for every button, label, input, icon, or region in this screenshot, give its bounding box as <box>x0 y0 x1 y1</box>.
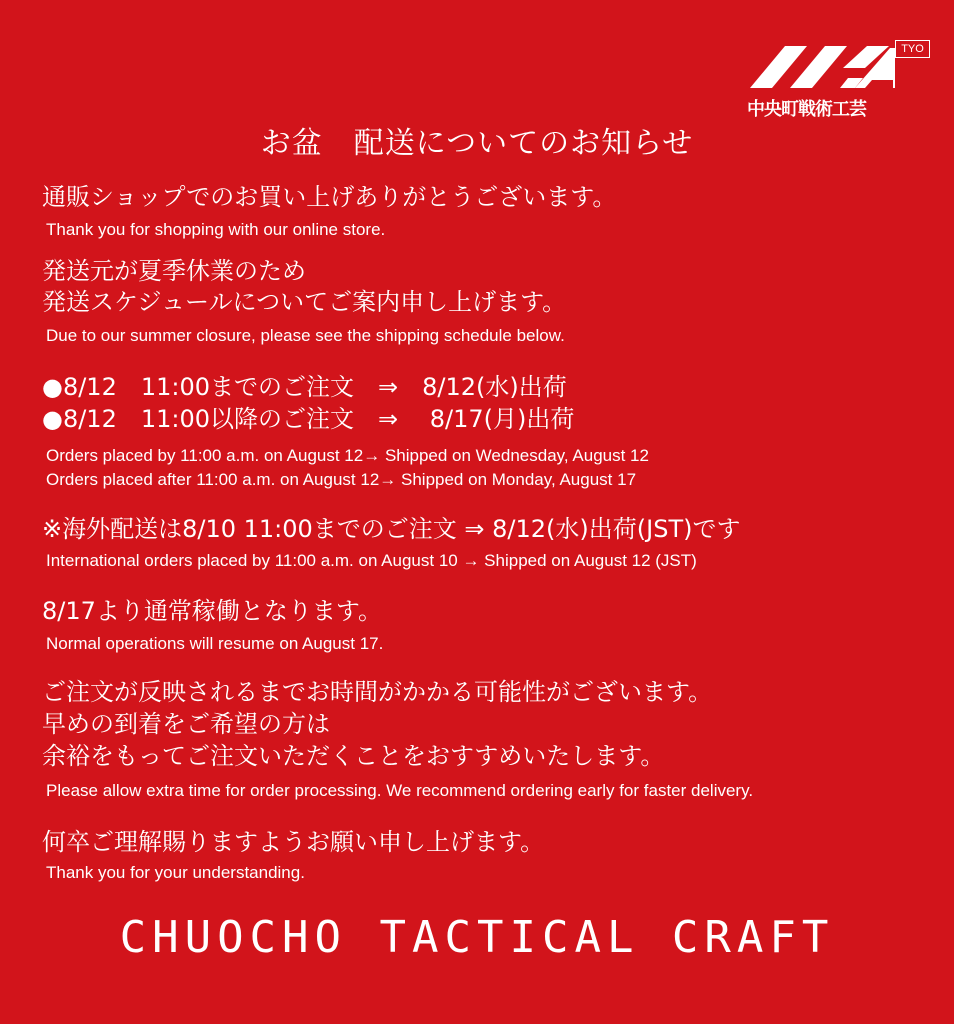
greeting-en: Thank you for shopping with our online store. <box>46 220 386 239</box>
resume-en: Normal operations will resume on August 17. <box>46 634 384 653</box>
schedule-jp-line2: ●8/12 11:00以降のご注文 ⇒ 8/17(月)出荷 <box>42 405 575 433</box>
closing-en: Thank you for your understanding. <box>46 863 305 882</box>
closure-en: Due to our summer closure, please see the shipping schedule below. <box>46 326 565 345</box>
logo-subtitle: 中央町戦術工芸 <box>747 99 866 120</box>
notice-jp-line1: ご注文が反映されるまでお時間がかかる可能性がございます。 <box>42 678 713 706</box>
schedule-jp-line1: ●8/12 11:00までのご注文 ⇒ 8/12(水)出荷 <box>42 373 567 401</box>
international-jp: ※海外配送は8/10 11:00までのご注文 ⇒ 8/12(水)出荷(JST)です <box>42 515 741 543</box>
resume-jp: 8/17より通常稼働となります。 <box>42 597 382 625</box>
footer-brand: CHUOCHO TACTICAL CRAFT <box>119 912 835 963</box>
international-en: International orders placed by 11:00 a.m. on August 10 → Shipped on August 12 (JST) <box>46 551 697 570</box>
logo-tag: TYO <box>895 40 930 58</box>
closure-jp-line2: 発送スケジュールについてご案内申し上げます。 <box>42 288 567 316</box>
notice-jp-line3: 余裕をもってご注文いただくことをおすすめいたします。 <box>42 742 665 770</box>
page-title: お盆 配送についてのお知らせ <box>260 126 694 161</box>
schedule-en-line2: Orders placed after 11:00 a.m. on August 12→ Shipped on Monday, August 17 <box>46 470 637 489</box>
closing-jp: 何卒ご理解賜りますようお願い申し上げます。 <box>42 828 545 856</box>
closure-jp-line1: 発送元が夏季休業のため <box>42 257 306 285</box>
greeting-jp: 通販ショップでのお買い上げありがとうございます。 <box>42 183 617 211</box>
schedule-en-line1: Orders placed by 11:00 a.m. on August 12→ Shipped on Wednesday, August 12 <box>46 446 649 465</box>
notice-en: Please allow extra time for order processing. We recommend ordering early for faster delivery. <box>46 781 754 800</box>
notice-jp-line2: 早めの到着をご希望の方は <box>42 710 330 738</box>
